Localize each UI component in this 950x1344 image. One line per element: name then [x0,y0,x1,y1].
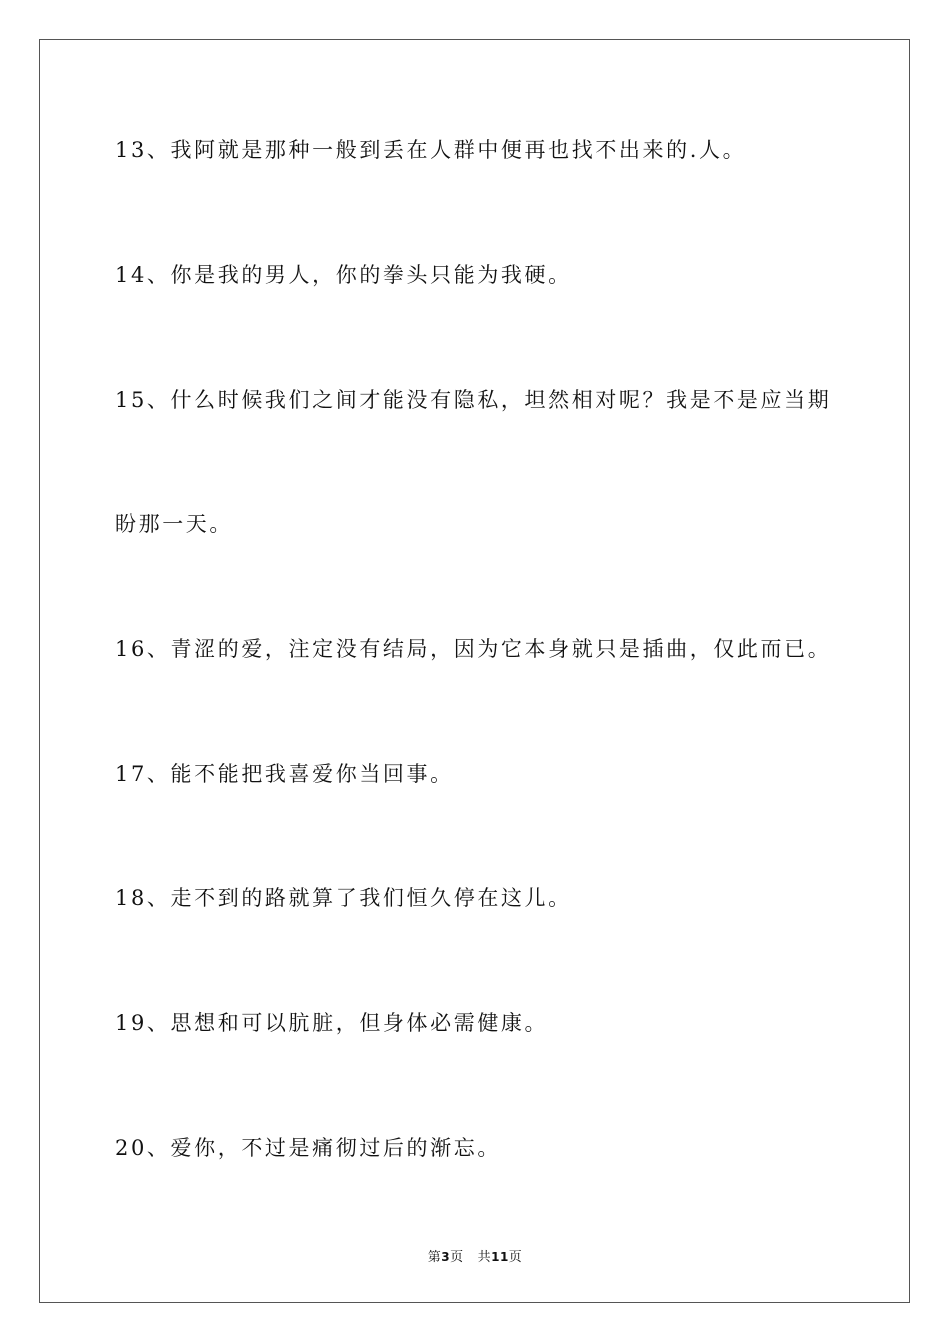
quote-line-14: 14、你是我的男人，你的拳头只能为我硬。 [115,263,572,287]
page-footer [0,1248,950,1267]
quote-line-15: 15、什么时候我们之间才能没有隐私，坦然相对呢？我是不是应当期 [115,388,832,412]
quote-line-19: 19、思想和可以肮脏，但身体必需健康。 [115,1011,549,1035]
quote-line-15-continued: 盼那一天。 [115,512,233,536]
current-page-number: 3 [441,1250,451,1264]
quote-line-16: 16、青涩的爱，注定没有结局，因为它本身就只是插曲，仅此而已。 [115,637,832,661]
quote-line-17: 17、能不能把我喜爱你当回事。 [115,762,454,786]
quote-line-13: 13、我阿就是那种一般到丢在人群中便再也找不出来的.人。 [115,138,747,162]
quote-line-18: 18、走不到的路就算了我们恒久停在这儿。 [115,886,572,910]
total-pages-number: 11 [491,1250,509,1264]
footer-page-suffix: 页 [450,1250,464,1265]
footer-prefix: 第 [427,1250,442,1265]
page-border [39,39,910,1303]
footer-total-prefix: 共 [477,1250,492,1265]
quote-line-20: 20、爱你，不过是痛彻过后的渐忘。 [115,1136,501,1160]
footer-total-suffix: 页 [508,1250,523,1265]
